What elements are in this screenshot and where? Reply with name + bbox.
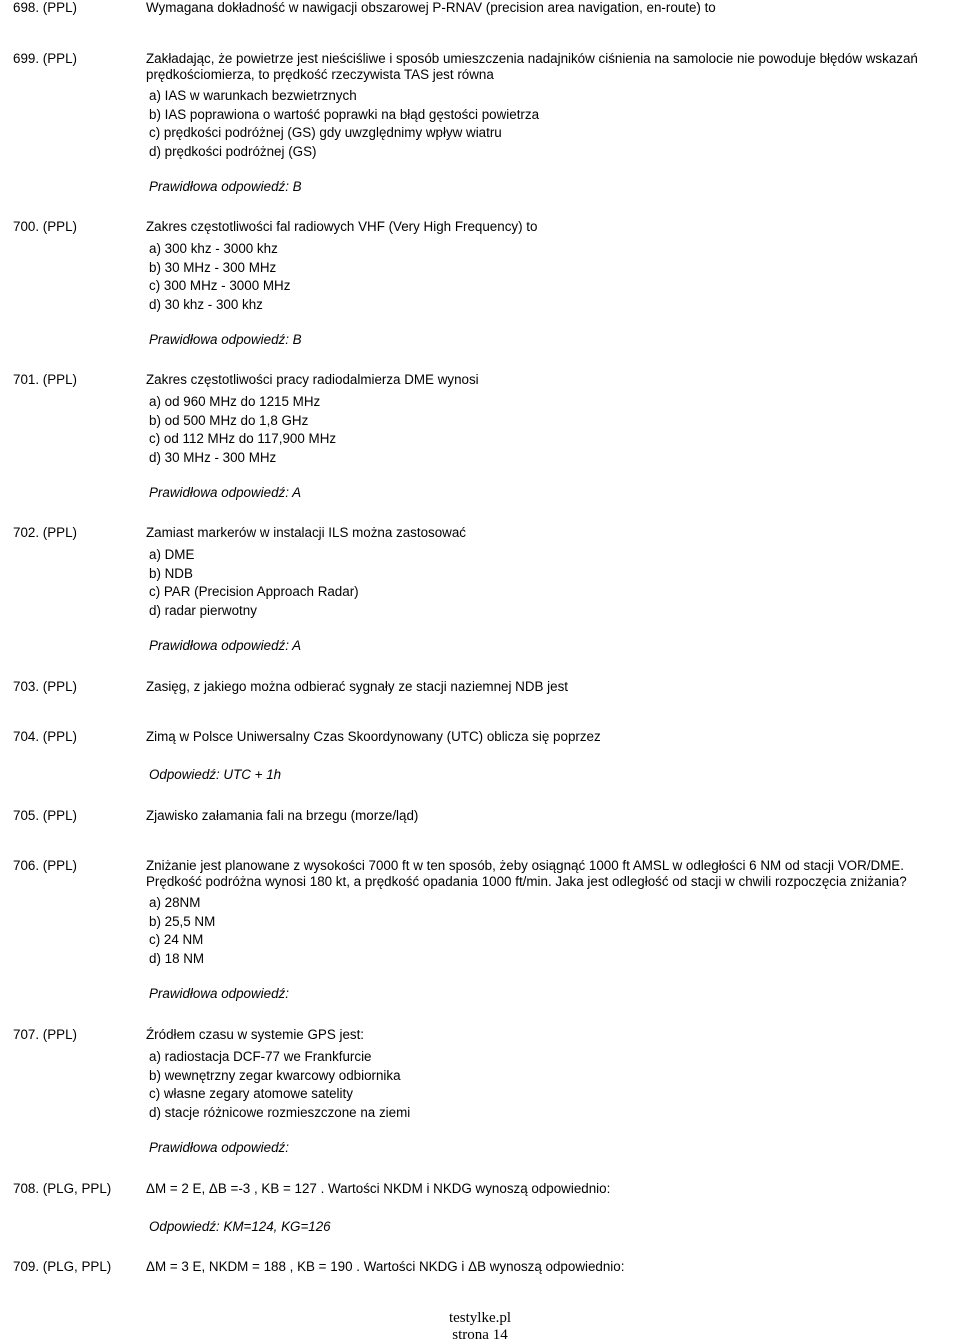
option-d: d) 30 MHz - 300 MHz	[149, 450, 277, 466]
question-number: 707. (PPL)	[13, 1027, 78, 1042]
question-number: 704. (PPL)	[13, 729, 78, 744]
question-text: ΔM = 2 E, ΔB =-3 , KB = 127 . Wartości NKDM i NKDG wynoszą odpowiednio:	[146, 1181, 611, 1196]
option-c: c) 24 NM	[149, 932, 204, 948]
question-text: Zjawisko załamania fali na brzegu (morze/ląd)	[146, 808, 419, 823]
answer-options	[149, 240, 290, 315]
correct-answer: Prawidłowa odpowiedź:	[149, 986, 289, 1001]
option-c: c) od 112 MHz do 117,900 MHz	[149, 431, 337, 447]
answer-options	[149, 87, 539, 162]
option-a: a) radiostacja DCF-77 we Frankfurcie	[149, 1049, 372, 1064]
question-text: Wymagana dokładność w nawigacji obszarowej P-RNAV (precision area navigation, en-route) to	[146, 0, 716, 15]
question-number: 700. (PPL)	[13, 219, 78, 234]
option-a: a) 300 khz - 3000 khz	[149, 241, 278, 256]
answer-options	[149, 393, 336, 468]
option-c: c) własne zegary atomowe satelity	[149, 1086, 353, 1102]
correct-answer: Prawidłowa odpowiedź:	[149, 1140, 289, 1155]
question-text: Zniżanie jest planowane z wysokości 7000 ft w ten sposób, żeby osiągnąć 1000 ft AMSL w odległości 6 NM od stacji VOR/DME. Prędkość podróżna wynosi 180 kt, a prędkość opadania 1000 ft/min. Jaka jest odległość od stacji w chwili rozpoczęcia zniżania?	[146, 858, 907, 889]
option-d: d) 18 NM	[149, 951, 205, 967]
question-text: Źródłem czasu w systemie GPS jest:	[146, 1027, 365, 1042]
option-a: a) 28NM	[149, 895, 201, 910]
option-b: b) 30 MHz - 300 MHz	[149, 259, 277, 275]
question-number: 708. (PLG, PPL)	[13, 1181, 112, 1196]
footer-site: testylke.pl	[448, 1310, 512, 1326]
page-footer	[0, 1310, 960, 1344]
question-number: 709. (PLG, PPL)	[13, 1259, 112, 1274]
correct-answer: Prawidłowa odpowiedź: B	[149, 332, 302, 347]
question-number: 699. (PPL)	[13, 51, 78, 66]
option-d: d) stacje różnicowe rozmieszczone na ziemi	[149, 1105, 411, 1121]
correct-answer: Prawidłowa odpowiedź: A	[149, 485, 302, 500]
option-d: d) prędkości podróżnej (GS)	[149, 144, 317, 160]
question-text: Zamiast markerów w instalacji ILS można zastosować	[146, 525, 466, 540]
option-b: b) wewnętrzny zegar kwarcowy odbiornika	[149, 1067, 401, 1083]
page-number: strona 14	[452, 1327, 508, 1343]
option-b: b) NDB	[149, 565, 193, 581]
question-number: 701. (PPL)	[13, 372, 78, 387]
question-number: 702. (PPL)	[13, 525, 78, 540]
option-d: d) radar pierwotny	[149, 603, 257, 619]
option-c: c) PAR (Precision Approach Radar)	[149, 584, 359, 600]
answer-options	[149, 894, 215, 969]
question-text: ΔM = 3 E, NKDM = 188 , KB = 190 . Wartości NKDG i ΔB wynoszą odpowiednio:	[146, 1259, 625, 1274]
correct-answer: Prawidłowa odpowiedź: B	[149, 179, 302, 194]
answer-options	[149, 1048, 410, 1123]
answer-options	[149, 546, 359, 621]
correct-answer: Odpowiedź: KM=124, KG=126	[149, 1219, 331, 1234]
option-c: c) 300 MHz - 3000 MHz	[149, 278, 291, 294]
question-number: 698. (PPL)	[13, 0, 78, 15]
option-a: a) od 960 MHz do 1215 MHz	[149, 394, 321, 409]
question-number: 706. (PPL)	[13, 858, 78, 873]
question-number: 703. (PPL)	[13, 679, 78, 694]
option-d: d) 30 khz - 300 khz	[149, 297, 263, 313]
option-b: b) od 500 MHz do 1,8 GHz	[149, 412, 309, 428]
question-text: Zakładając, że powietrze jest nieściśliwe i sposób umieszczenia nadajników ciśnienia na samolocie nie powoduje błędów wskazań prędkościomierza, to prędkość rzeczywista TAS jest równa	[146, 51, 918, 82]
question-text: Zakres częstotliwości fal radiowych VHF (Very High Frequency) to	[146, 219, 538, 234]
question-text: Zakres częstotliwości pracy radiodalmierza DME wynosi	[146, 372, 479, 387]
option-a: a) DME	[149, 547, 195, 562]
option-c: c) prędkości podróżnej (GS) gdy uwzględnimy wpływ wiatru	[149, 125, 502, 141]
option-b: b) IAS poprawiona o wartość poprawki na błąd gęstości powietrza	[149, 106, 540, 122]
question-text: Zimą w Polsce Uniwersalny Czas Skoordynowany (UTC) oblicza się poprzez	[146, 729, 601, 744]
question-text: Zasięg, z jakiego można odbierać sygnały ze stacji naziemnej NDB jest	[146, 679, 569, 694]
option-b: b) 25,5 NM	[149, 913, 216, 929]
option-a: a) IAS w warunkach bezwietrznych	[149, 88, 357, 103]
correct-answer: Prawidłowa odpowiedź: A	[149, 638, 302, 653]
correct-answer: Odpowiedź: UTC + 1h	[149, 767, 282, 782]
question-number: 705. (PPL)	[13, 808, 78, 823]
